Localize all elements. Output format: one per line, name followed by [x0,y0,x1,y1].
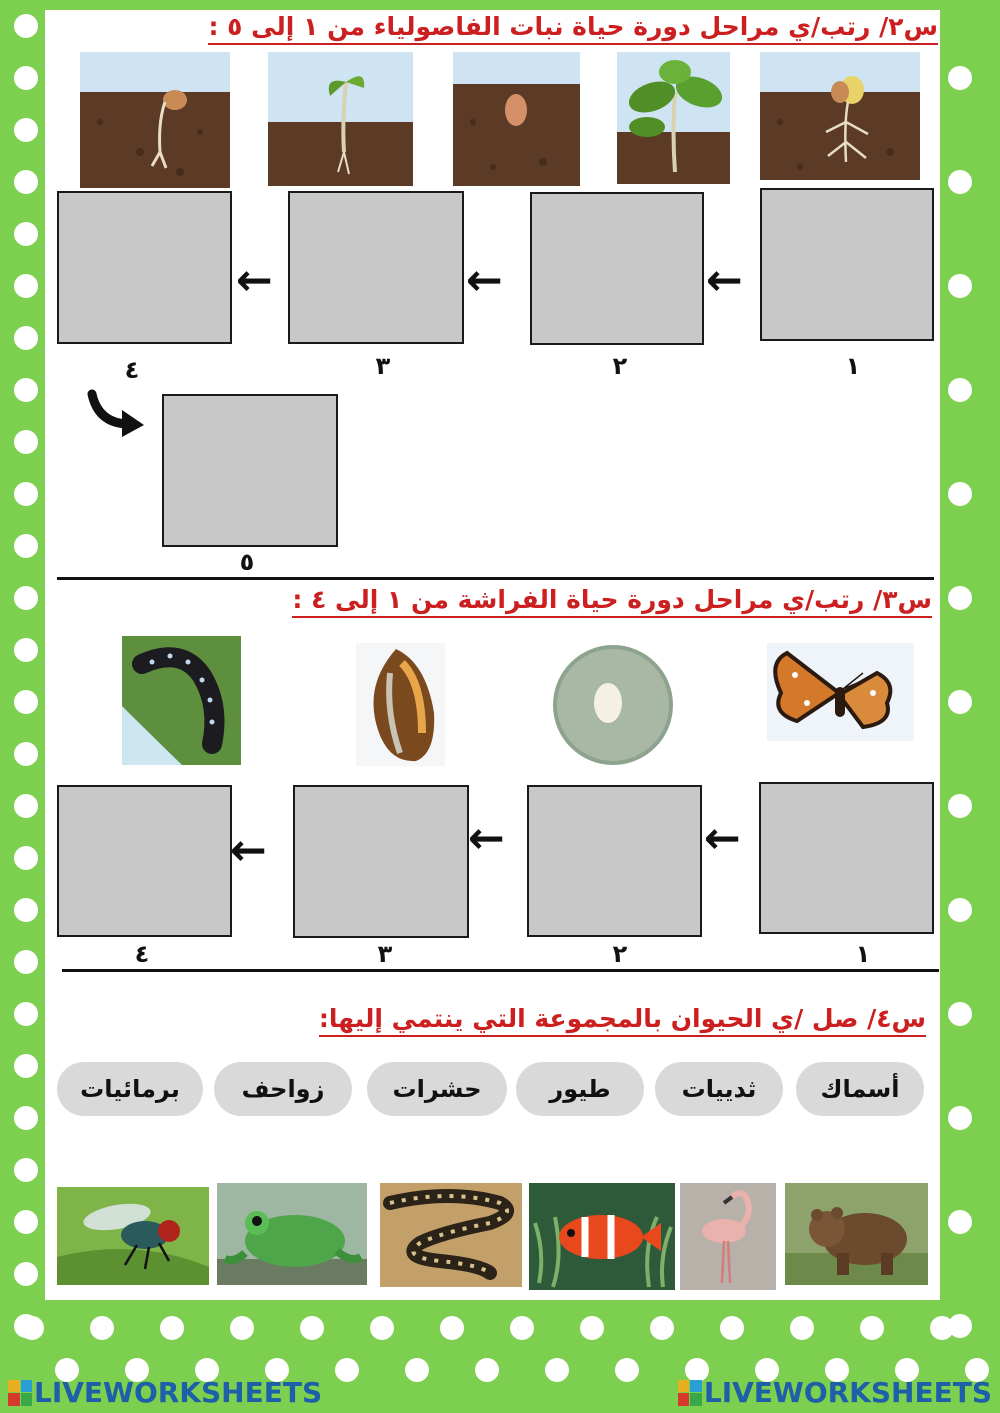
frame-dot [948,794,972,818]
q2-number-4: ٤ [124,356,140,384]
group-chip-birds[interactable]: طيور [516,1062,644,1116]
q2-title: س٢/ رتب/ي مراحل دورة حياة نبات الفاصولياء من ١ إلى ٥ : [208,12,938,41]
q2-answer-box-4[interactable] [57,191,232,344]
frame-dot [720,1316,744,1340]
frame-dot [948,898,972,922]
frame-dot [650,1316,674,1340]
frame-dot [20,1316,44,1340]
q3-number-2: ٢ [612,940,628,968]
chrysalis-icon [356,643,445,766]
bean-seed-icon [453,52,580,186]
fly-icon[interactable] [57,1187,209,1285]
frame-dot [440,1316,464,1340]
left-arrow-icon: ← [704,813,741,864]
left-arrow-icon: ← [706,255,743,306]
q2-number-2: ٢ [612,352,628,380]
q3-answer-box-2[interactable] [527,785,702,937]
frame-dot [14,794,38,818]
liveworksheets-logo-left [8,1376,322,1409]
frame-dot [14,846,38,870]
q3-answer-box-1[interactable] [759,782,934,934]
frame-dot [14,898,38,922]
frame-dot [335,1358,359,1382]
q3-number-3: ٣ [377,940,393,968]
caterpillar-icon [122,636,241,765]
frame-dot [370,1316,394,1340]
frame-dot [14,1158,38,1182]
q3-answer-box-3[interactable] [293,785,469,938]
frog-icon[interactable] [217,1183,367,1285]
q2-answer-box-1[interactable] [760,188,934,341]
flamingo-icon[interactable] [680,1183,776,1290]
left-arrow-icon: ← [466,255,503,306]
frame-dot [300,1316,324,1340]
frame-dot [405,1358,429,1382]
q2-number-3: ٣ [375,352,391,380]
group-chip-fish[interactable]: أسماك [796,1062,924,1116]
frame-dot [948,378,972,402]
frame-dot [14,170,38,194]
divider [62,969,939,972]
frame-dot [14,690,38,714]
frame-dot [14,742,38,766]
seed-with-roots-icon [760,52,920,180]
frame-dot [545,1358,569,1382]
frame-dot [14,66,38,90]
frame-dot [14,1002,38,1026]
frame-dot [510,1316,534,1340]
group-chip-insects[interactable]: حشرات [367,1062,507,1116]
frame-dot [860,1316,884,1340]
frame-dot [615,1358,639,1382]
q3-answer-box-4[interactable] [57,785,232,937]
frame-dot [14,534,38,558]
seed-sprouting-icon [80,52,230,188]
group-chip-mammals[interactable]: ثدييات [655,1062,783,1116]
q2-answer-box-2[interactable] [530,192,704,345]
brand-text: LIVEWORKSHEETS [703,1376,992,1409]
q2-number-5: ٥ [239,548,255,576]
group-chip-amphibians[interactable]: برمائيات [57,1062,203,1116]
seedling-icon [268,52,413,186]
butterfly-icon [767,643,914,741]
q3-number-1: ١ [855,940,871,968]
frame-dot [14,482,38,506]
left-arrow-icon: ← [230,825,267,876]
frame-dot [14,430,38,454]
snake-icon[interactable] [380,1183,522,1287]
frame-dot [930,1316,954,1340]
frame-dot [580,1316,604,1340]
liveworksheets-logo-icon [8,1380,32,1406]
frame-dot [14,1054,38,1078]
liveworksheets-logo-right [678,1376,992,1409]
frame-dot [475,1358,499,1382]
frame-dot [790,1316,814,1340]
divider [57,577,934,580]
frame-dot [90,1316,114,1340]
frame-dot [948,690,972,714]
frame-dot [230,1316,254,1340]
clownfish-icon[interactable] [529,1183,675,1290]
curved-arrow-icon [86,388,150,438]
frame-dot [14,274,38,298]
q2-number-1: ١ [845,352,861,380]
egg-icon [548,643,679,766]
frame-dot [948,274,972,298]
q3-title: س٣/ رتب/ي مراحل دورة حياة الفراشة من ١ إلى ٤ : [292,585,932,614]
frame-dot [14,638,38,662]
q2-answer-box-3[interactable] [288,191,464,344]
brand-text: LIVEWORKSHEETS [34,1376,323,1409]
frame-dot [14,1210,38,1234]
frame-dot [14,950,38,974]
left-arrow-icon: ← [468,813,505,864]
frame-dot [14,1262,38,1286]
frame-dot [14,118,38,142]
young-plant-icon [617,52,730,184]
frame-dot [948,1210,972,1234]
left-arrow-icon: ← [236,255,273,306]
liveworksheets-logo-icon [678,1380,702,1406]
frame-dot [948,482,972,506]
q3-number-4: ٤ [134,940,150,968]
frame-dot [948,586,972,610]
q4-title: س٤/ صل /ي الحيوان بالمجموعة التي ينتمي إليها: [319,1004,926,1033]
frame-dot [14,14,38,38]
frame-dot [14,586,38,610]
frame-dot [948,1106,972,1130]
frame-dot [14,222,38,246]
bear-icon[interactable] [785,1183,928,1285]
frame-dot [14,378,38,402]
group-chip-reptiles[interactable]: زواحف [214,1062,352,1116]
frame-dot [14,1106,38,1130]
frame-dot [948,170,972,194]
frame-dot [14,326,38,350]
frame-dot [160,1316,184,1340]
frame-dot [948,1002,972,1026]
q2-answer-box-5[interactable] [162,394,338,547]
frame-dot [948,66,972,90]
